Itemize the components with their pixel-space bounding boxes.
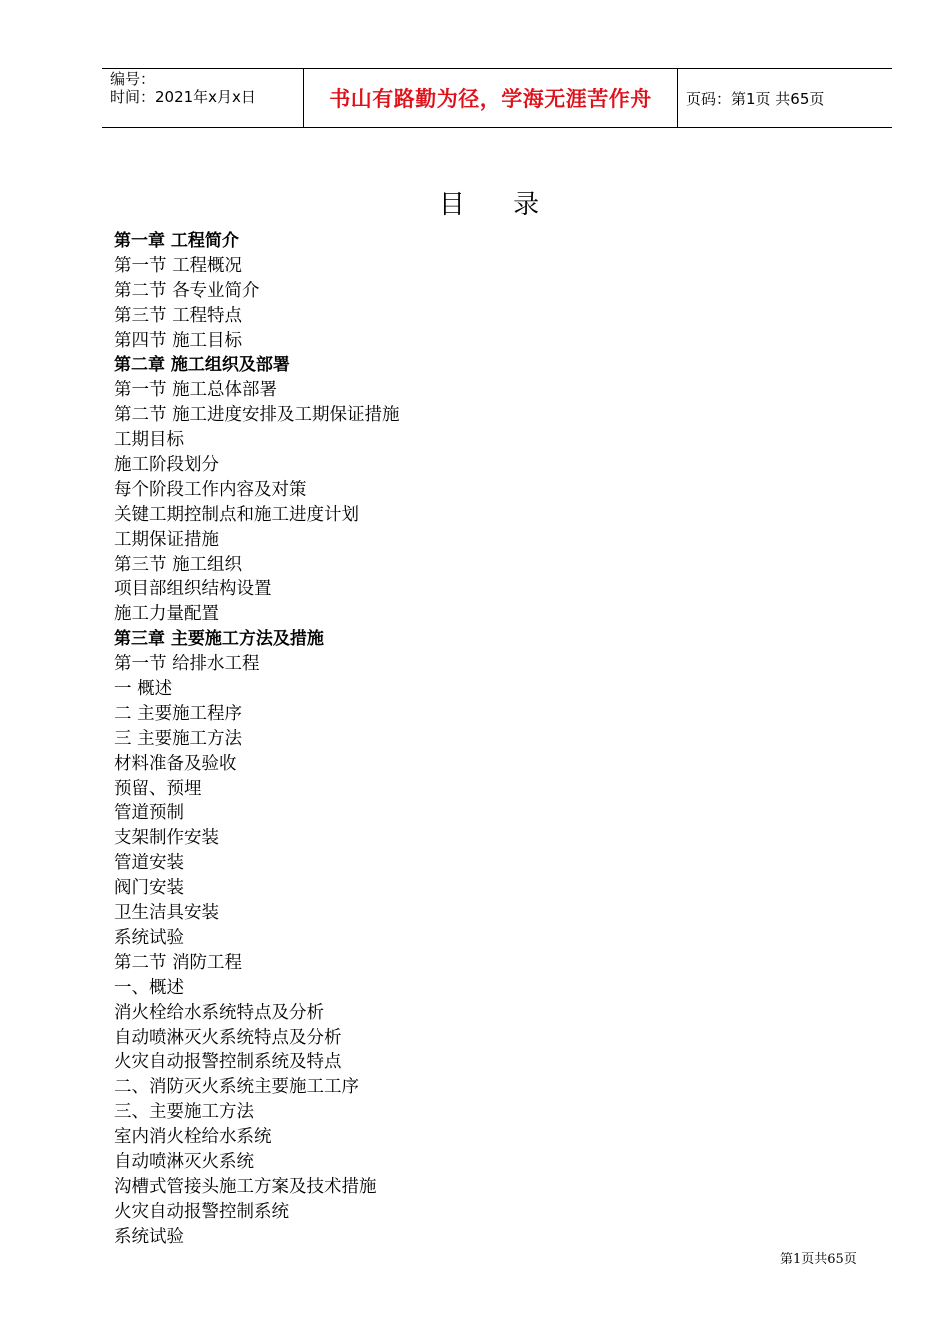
- toc-entry: 阀门安装: [114, 878, 184, 899]
- toc-chapter-entry: 第三章 主要施工方法及措施: [114, 629, 324, 650]
- header-meta: [102, 69, 304, 127]
- toc-entry: 第三节 施工组织: [114, 554, 243, 575]
- toc-entry: 系统试验: [114, 1226, 184, 1247]
- header-motto: 书山有路勤为径，学海无涯苦作舟: [304, 69, 678, 127]
- toc-entry: 三 主要施工方法: [114, 728, 243, 749]
- toc-entry: 工期保证措施: [114, 529, 219, 550]
- toc-entry: 管道安装: [114, 853, 184, 874]
- toc-entry: 二、消防灭火系统主要施工工序: [114, 1077, 359, 1098]
- toc-entry: 系统试验: [114, 927, 184, 948]
- toc-entry: 火灾自动报警控制系统及特点: [114, 1052, 342, 1073]
- toc-entry: 沟槽式管接头施工方案及技术措施: [114, 1176, 377, 1197]
- toc-entry: 自动喷淋灭火系统: [114, 1151, 254, 1172]
- toc-entry: 第二节 消防工程: [114, 952, 243, 973]
- toc-entry: 卫生洁具安装: [114, 903, 219, 924]
- toc-entry: 预留、预埋: [114, 778, 202, 799]
- toc-entry: 一、概述: [114, 977, 184, 998]
- toc-chapter-entry: 第一章 工程简介: [114, 231, 239, 251]
- toc-entry: 第一节 给排水工程: [114, 654, 260, 675]
- toc-entry: 火灾自动报警控制系统: [114, 1201, 289, 1222]
- toc-entry: 消火栓给水系统特点及分析: [114, 1002, 324, 1023]
- toc-entry: 三、主要施工方法: [114, 1102, 254, 1123]
- page-title: 目 录: [438, 190, 560, 220]
- page-footer: 第1页共65页: [780, 1252, 857, 1267]
- table-of-contents: [114, 229, 814, 1250]
- header-page-code: 页码：第1页 共65页: [686, 89, 825, 108]
- toc-entry: 一 概述: [114, 679, 173, 700]
- toc-entry: 室内消火栓给水系统: [114, 1127, 272, 1148]
- toc-entry: 二 主要施工程序: [114, 703, 243, 724]
- toc-entry: 第一节 工程概况: [114, 255, 243, 276]
- toc-entry: 自动喷淋灭火系统特点及分析: [114, 1027, 342, 1048]
- toc-entry: 施工力量配置: [114, 604, 219, 625]
- toc-entry: 第四节 施工目标: [114, 330, 243, 351]
- toc-entry: 第二节 各专业简介: [114, 280, 260, 301]
- time-label: 时间：2021年x月x日: [110, 88, 256, 106]
- toc-entry: 第三节 工程特点: [114, 305, 243, 326]
- toc-entry: 材料准备及验收: [114, 753, 237, 774]
- toc-entry: 支架制作安装: [114, 828, 219, 849]
- toc-entry: 第一节 施工总体部署: [114, 380, 278, 401]
- toc-entry: 第二节 施工进度安排及工期保证措施: [114, 405, 400, 426]
- page-header: [102, 68, 892, 128]
- toc-entry: 施工阶段划分: [114, 455, 219, 476]
- toc-chapter-entry: 第二章 施工组织及部署: [114, 355, 290, 376]
- number-label: 编号：: [110, 70, 156, 88]
- toc-entry: 工期目标: [114, 430, 184, 451]
- toc-entry: 项目部组织结构设置: [114, 579, 272, 600]
- toc-entry: 管道预制: [114, 803, 184, 824]
- toc-entry: 关键工期控制点和施工进度计划: [114, 504, 359, 525]
- toc-entry: 每个阶段工作内容及对策: [114, 479, 307, 500]
